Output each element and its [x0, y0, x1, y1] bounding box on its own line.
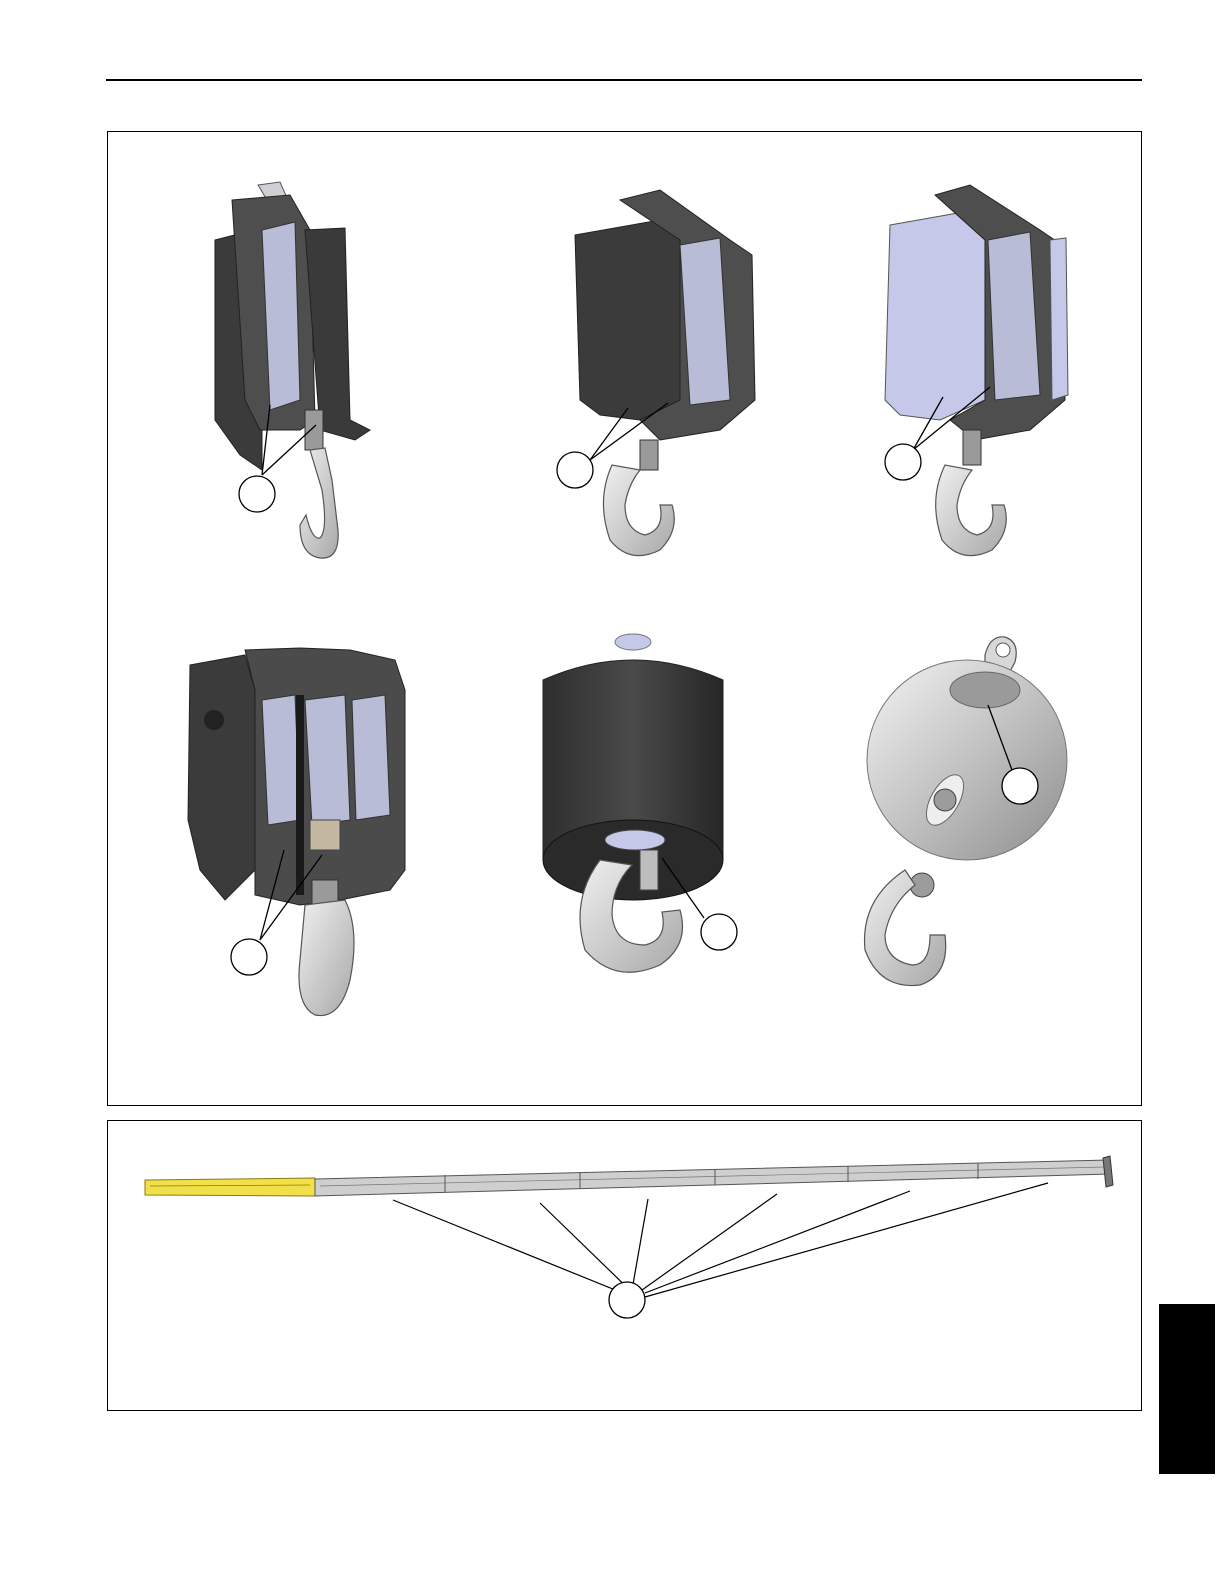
hook-block-4 [188, 648, 405, 1016]
hook-block-3 [885, 185, 1068, 556]
hook-block-2 [557, 190, 755, 556]
hook-block-5 [543, 634, 737, 972]
hook-block-1 [215, 182, 370, 558]
headache-ball [865, 637, 1068, 986]
telescopic-boom [145, 1156, 1113, 1318]
